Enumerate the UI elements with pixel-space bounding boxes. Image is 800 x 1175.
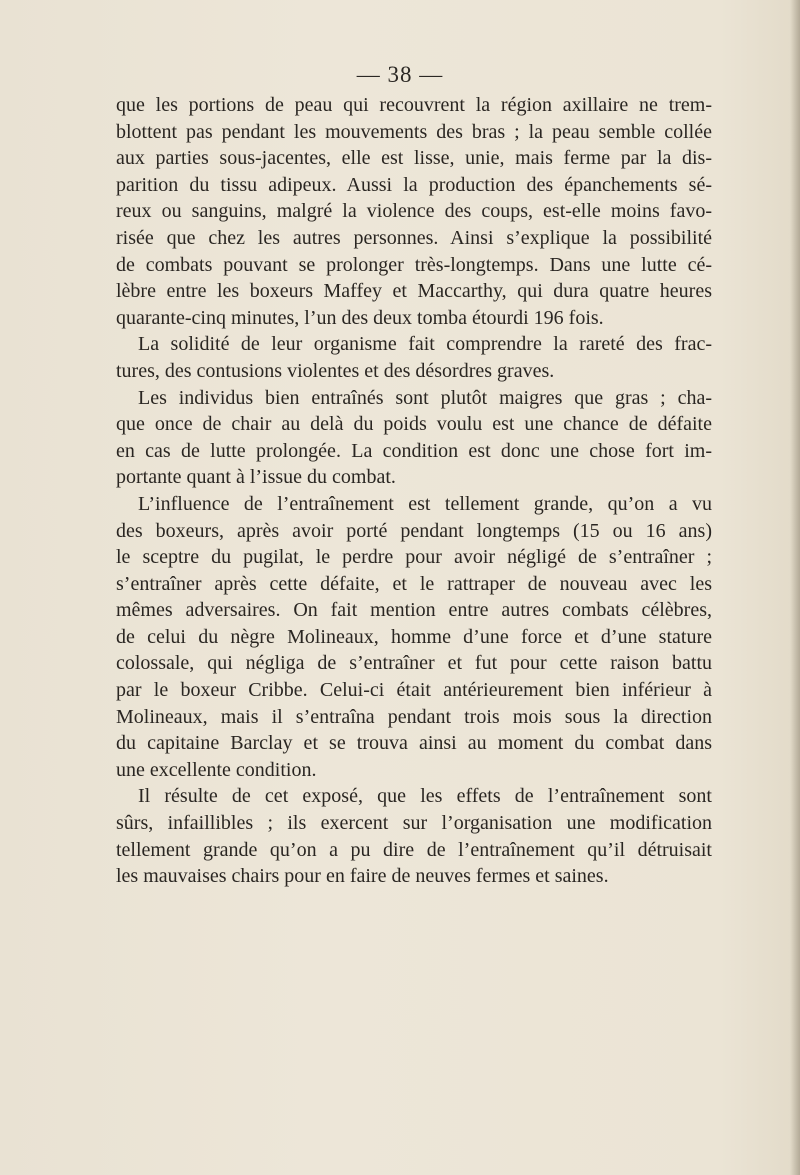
text-line: parition du tissu adipeux. Aussi la production des épanchements sé- <box>116 173 712 196</box>
text-line: reux ou sanguins, malgré la violence des coups, est-elle moins favo- <box>116 200 712 223</box>
body-text <box>116 92 712 890</box>
text-line: risée que chez les autres personnes. Ainsi s’explique la possibilité <box>116 226 712 249</box>
page-edge-shadow <box>790 0 800 1175</box>
text-line: par le boxeur Cribbe. Celui-ci était antérieurement bien inférieur à <box>116 679 712 702</box>
text-line: blottent pas pendant les mouvements des bras ; la peau semble collée <box>116 120 712 143</box>
text-line: de celui du nègre Molineaux, homme d’une force et d’une stature <box>116 625 712 648</box>
text-line: les mauvaises chairs pour en faire de neuves fermes et saines. <box>116 865 609 888</box>
text-line: Molineaux, mais il s’entraîna pendant trois mois sous la direction <box>116 705 712 728</box>
text-line: quarante-cinq minutes, l’un des deux tomba étourdi 196 fois. <box>116 306 604 329</box>
text-line: en cas de lutte prolongée. La condition est donc une chose fort im- <box>116 439 712 462</box>
paragraph-start-line: Il résulte de cet exposé, que les effets de l’entraînement sont <box>138 785 712 808</box>
text-line: une excellente condition. <box>116 758 317 781</box>
text-line: colossale, qui négliga de s’entraîner et fut pour cette raison battu <box>116 652 712 675</box>
text-line: sûrs, infaillibles ; ils exercent sur l’organisation une modification <box>116 812 712 835</box>
text-line: mêmes adversaires. On fait mention entre autres combats célèbres, <box>116 599 712 622</box>
page-number: — 38 — <box>356 62 444 87</box>
text-line: s’entraîner après cette défaite, et le rattraper de nouveau avec les <box>116 572 712 595</box>
text-line: que les portions de peau qui recouvrent la région axillaire ne trem- <box>116 94 712 116</box>
text-line: lèbre entre les boxeurs Maffey et Maccarthy, qui dura quatre heures <box>116 280 712 303</box>
text-line: tellement grande qu’on a pu dire de l’entraînement qu’il détruisait <box>116 838 712 861</box>
text-line: aux parties sous-jacentes, elle est lisse, unie, mais ferme par la dis- <box>116 147 712 170</box>
paragraph-start-line: L’influence de l’entraînement est tellement grande, qu’on a vu <box>138 492 712 515</box>
paragraph-start-line: La solidité de leur organisme fait comprendre la rareté des frac- <box>138 333 712 356</box>
text-line: tures, des contusions violentes et des désordres graves. <box>116 359 555 382</box>
text-line: portante quant à l’issue du combat. <box>116 466 396 489</box>
text-line: le sceptre du pugilat, le perdre pour avoir négligé de s’entraîner ; <box>116 546 712 569</box>
text-line: que once de chair au delà du poids voulu est une chance de défaite <box>116 413 712 436</box>
text-line: de combats pouvant se prolonger très-longtemps. Dans une lutte cé- <box>116 253 712 276</box>
text-line: du capitaine Barclay et se trouva ainsi au moment du combat dans <box>116 732 712 755</box>
paragraph-start-line: Les individus bien entraînés sont plutôt maigres que gras ; cha- <box>138 386 712 409</box>
text-line: des boxeurs, après avoir porté pendant longtemps (15 ou 16 ans) <box>116 519 712 542</box>
